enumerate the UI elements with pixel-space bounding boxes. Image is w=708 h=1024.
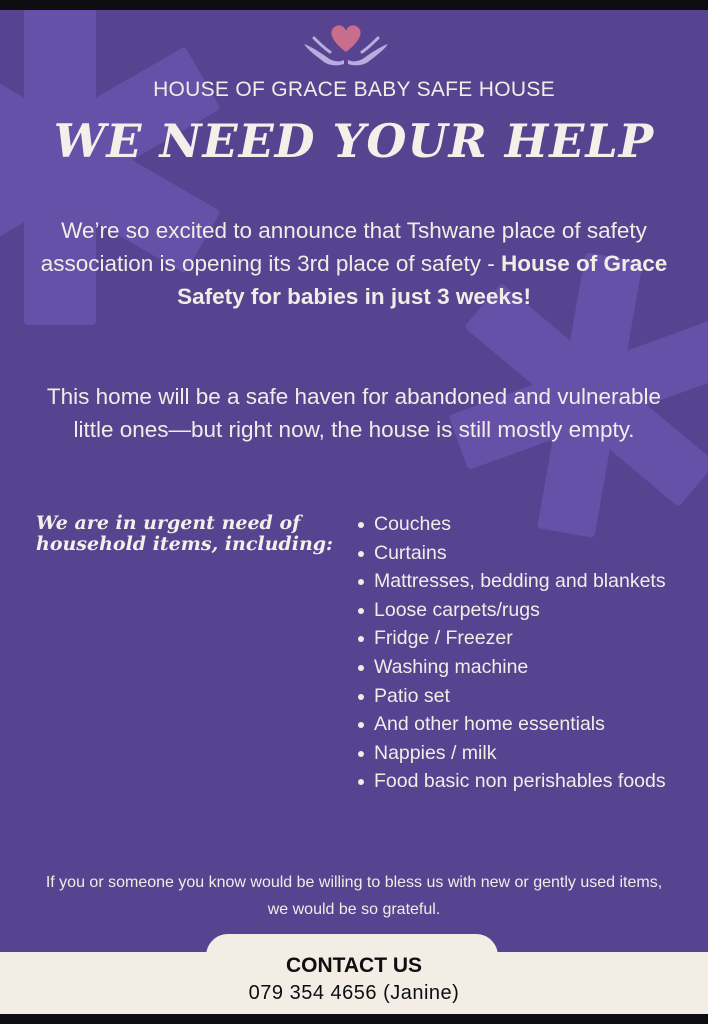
- needed-items-list: [356, 510, 686, 796]
- top-border: [0, 0, 708, 10]
- bullet-icon: [358, 608, 364, 614]
- bullet-icon: [358, 722, 364, 728]
- list-item: And other home essentials: [356, 710, 686, 739]
- list-item: Food basic non perishables foods: [356, 767, 686, 796]
- needs-heading: We are in urgent need of household items, including:: [36, 512, 334, 555]
- list-item: Washing machine: [356, 653, 686, 682]
- bullet-icon: [358, 522, 364, 528]
- list-item: Fridge / Freezer: [356, 624, 686, 653]
- description-paragraph: This home will be a safe haven for abandoned and vulnerable little ones—but right now, the house is still mostly empty.: [46, 384, 662, 442]
- bottom-border: [0, 1014, 708, 1024]
- list-item: Curtains: [356, 539, 686, 568]
- heart-hands-icon: [300, 16, 392, 68]
- list-item: Loose carpets/rugs: [356, 596, 686, 625]
- organization-subtitle: HOUSE OF GRACE BABY SAFE HOUSE: [153, 78, 555, 101]
- intro-text: We’re so excited to announce that Tshwane place of safety association is opening its 3rd place of safety -: [40, 218, 647, 276]
- list-item: Nappies / milk: [356, 739, 686, 768]
- contact-heading: CONTACT US: [285, 954, 423, 977]
- bullet-icon: [358, 579, 364, 585]
- poster: [0, 10, 708, 1014]
- bullet-icon: [358, 551, 364, 557]
- bullet-icon: [358, 779, 364, 785]
- bullet-icon: [358, 751, 364, 757]
- closing-paragraph: If you or someone you know would be willing to bless us with new or gently used items, we would be so grateful.: [45, 874, 663, 918]
- list-item: Couches: [356, 510, 686, 539]
- contact-phone: 079 354 4656 (Janine): [248, 982, 460, 1004]
- list-item: Mattresses, bedding and blankets: [356, 567, 686, 596]
- bullet-icon: [358, 636, 364, 642]
- bullet-icon: [358, 694, 364, 700]
- page-title: WE NEED YOUR HELP: [53, 114, 655, 168]
- intro-bold-text: House of Grace Safety for babies in just 3 weeks!: [177, 251, 668, 309]
- bullet-icon: [358, 665, 364, 671]
- list-item: Patio set: [356, 682, 686, 711]
- intro-paragraph: [40, 214, 668, 313]
